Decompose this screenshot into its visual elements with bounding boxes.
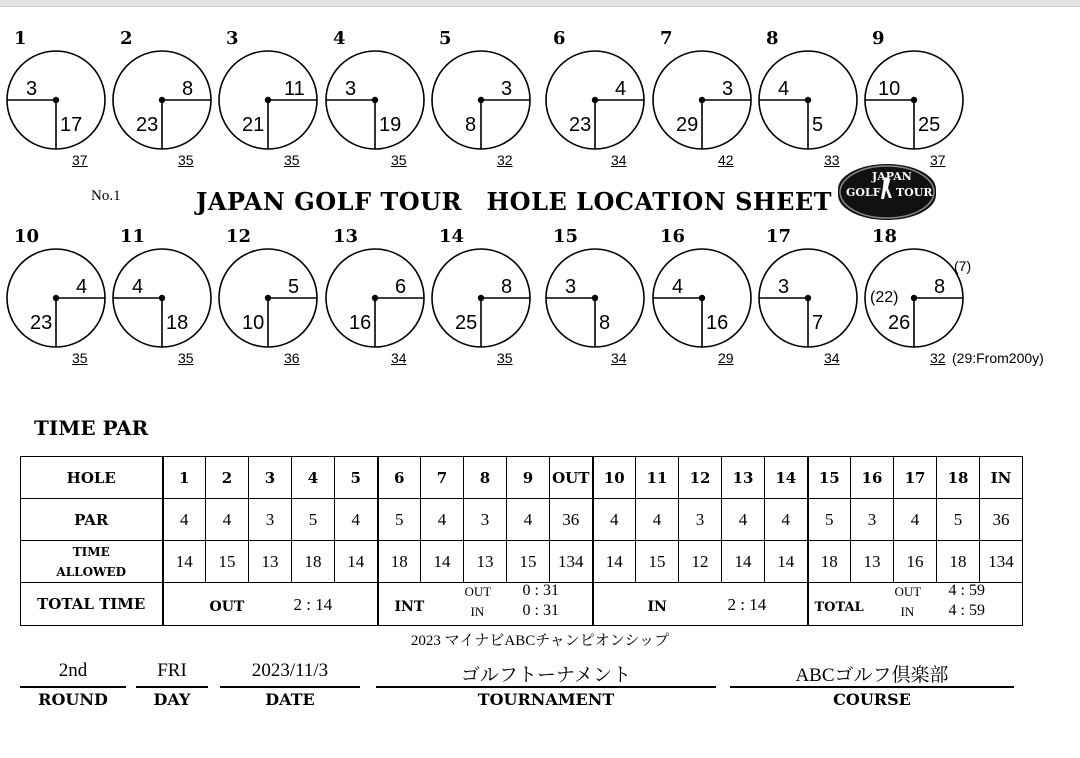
par-cell: 4 xyxy=(206,499,249,541)
day-field xyxy=(136,660,208,709)
int-out-label: OUT xyxy=(464,584,492,599)
hole-diagram-5 xyxy=(431,28,531,168)
green-depth: 29 xyxy=(718,350,734,366)
time-cell: 15 xyxy=(507,541,550,583)
hole-number: 8 xyxy=(766,28,779,49)
hole-number: 4 xyxy=(333,28,346,49)
green-circle-icon xyxy=(6,226,106,336)
hole-cell: 1 xyxy=(163,457,206,499)
hole-number: 5 xyxy=(439,28,452,49)
distance-from-left: 4 xyxy=(132,276,144,298)
date-value: 2023/11/3 xyxy=(220,660,360,688)
int-cell xyxy=(378,583,593,626)
distance-from-front: 19 xyxy=(379,114,402,136)
distance-from-right: 3 xyxy=(501,78,513,100)
time-cell: 14 xyxy=(421,541,464,583)
distance-from-front: 25 xyxy=(455,312,478,334)
time-cell: 18 xyxy=(808,541,851,583)
time-allowed-row xyxy=(21,541,1023,583)
time-cell: 13 xyxy=(851,541,894,583)
hole-cell: 13 xyxy=(722,457,765,499)
time-cell: 14 xyxy=(335,541,378,583)
green-circle-icon xyxy=(758,226,858,336)
pin-dot-icon xyxy=(159,295,165,301)
distance-from-front: 16 xyxy=(349,312,372,334)
distance-from-right: 11 xyxy=(284,78,305,100)
pin-dot-icon xyxy=(159,97,165,103)
course-field xyxy=(730,660,1014,709)
grand-total-cell xyxy=(808,583,1023,626)
hole-number: 6 xyxy=(553,28,566,49)
hole-diagram-1 xyxy=(6,28,106,168)
distance-from-front: 10 xyxy=(242,312,265,334)
time-cell: 16 xyxy=(894,541,937,583)
distance-from-front: 25 xyxy=(918,114,941,136)
green-depth: 34 xyxy=(824,350,840,366)
day-label: DAY xyxy=(153,690,191,709)
tournament-field xyxy=(376,660,716,709)
par-cell: 5 xyxy=(292,499,335,541)
par-cell: 5 xyxy=(808,499,851,541)
round-value: 2nd xyxy=(20,660,126,688)
hole-number: 2 xyxy=(120,28,133,49)
hole-cell: 5 xyxy=(335,457,378,499)
time-label: TIME xyxy=(72,544,110,559)
par-cell: 4 xyxy=(636,499,679,541)
time-cell: 13 xyxy=(249,541,292,583)
par-cell: 3 xyxy=(679,499,722,541)
green-circle-icon xyxy=(325,28,425,138)
par-cell: 3 xyxy=(851,499,894,541)
pin-dot-icon xyxy=(592,295,598,301)
distance-from-front: 17 xyxy=(60,114,83,136)
time-par-table xyxy=(20,456,1023,626)
hole-cell: 9 xyxy=(507,457,550,499)
total-out-value: 2 : 14 xyxy=(293,595,333,614)
par-row-label: PAR xyxy=(21,499,163,541)
distance-from-front: 26 xyxy=(888,312,911,334)
hole-diagram-7 xyxy=(652,28,752,168)
hole-cell: 10 xyxy=(593,457,636,499)
distance-from-front: 16 xyxy=(706,312,729,334)
distance-from-left: 4 xyxy=(672,276,684,298)
hole-cell: 18 xyxy=(937,457,980,499)
hole-number: 18 xyxy=(872,226,898,247)
int-in-label: IN xyxy=(470,604,485,619)
par-cell: 4 xyxy=(507,499,550,541)
green-depth: 36 xyxy=(284,350,300,366)
green-depth: 35 xyxy=(178,350,194,366)
time-cell: 14 xyxy=(163,541,206,583)
hole-number: 16 xyxy=(660,226,686,247)
distance-from-right: 6 xyxy=(395,276,407,298)
pin-dot-icon xyxy=(478,295,484,301)
distance-from-left: 10 xyxy=(878,78,901,100)
distance-from-left: 4 xyxy=(778,78,790,100)
distance-from-front: 7 xyxy=(812,312,824,334)
date-field xyxy=(220,660,360,709)
distance-from-front: 23 xyxy=(569,114,592,136)
hole-number: 10 xyxy=(14,226,40,247)
date-label: DATE xyxy=(265,690,315,709)
green-circle-icon xyxy=(652,226,752,336)
total-out-cell xyxy=(163,583,378,626)
time-allowed-row-label xyxy=(21,541,163,583)
green-circle-icon xyxy=(758,28,858,138)
grand-total-in-label: IN xyxy=(900,604,915,619)
tournament-label: TOURNAMENT xyxy=(477,690,615,709)
hole-number: 17 xyxy=(766,226,792,247)
green-circle-icon xyxy=(112,28,212,138)
par-cell: 5 xyxy=(378,499,421,541)
green-circle-icon xyxy=(6,28,106,138)
hole-diagram-4 xyxy=(325,28,425,168)
sheet-number: No.1 xyxy=(91,188,121,204)
hole-diagram-2 xyxy=(112,28,212,168)
distance-from-front: 5 xyxy=(812,114,824,136)
pin-dot-icon xyxy=(478,97,484,103)
hole-18-note-inner: (22) xyxy=(870,289,899,306)
par-cell: 4 xyxy=(335,499,378,541)
time-cell: 134 xyxy=(550,541,593,583)
grand-total-out-label: OUT xyxy=(894,584,922,599)
green-depth: 34 xyxy=(391,350,407,366)
window-top-bar xyxy=(0,0,1080,7)
hole-cell: OUT xyxy=(550,457,593,499)
time-cell: 14 xyxy=(593,541,636,583)
logo-text-golf: GOLF xyxy=(846,186,881,199)
par-cell: 3 xyxy=(464,499,507,541)
hole-cell: 17 xyxy=(894,457,937,499)
hole-diagram-16 xyxy=(652,226,752,366)
hole-number: 15 xyxy=(553,226,579,247)
green-circle-icon xyxy=(431,226,531,336)
green-circle-icon xyxy=(545,226,645,336)
japan-golf-tour-logo xyxy=(838,164,936,220)
hole-cell: IN xyxy=(980,457,1023,499)
distance-from-front: 8 xyxy=(465,114,477,136)
distance-from-front: 8 xyxy=(599,312,611,334)
hole-diagram-14 xyxy=(431,226,531,366)
green-depth: 42 xyxy=(718,152,734,168)
hole-diagram-11 xyxy=(112,226,212,366)
hole-number: 1 xyxy=(14,28,27,49)
hole-cell: 8 xyxy=(464,457,507,499)
total-in-value: 2 : 14 xyxy=(727,595,767,614)
distance-from-left: 3 xyxy=(565,276,577,298)
time-cell: 18 xyxy=(937,541,980,583)
logo-text-japan: JAPAN xyxy=(872,170,912,183)
pin-dot-icon xyxy=(265,97,271,103)
distance-from-left: 3 xyxy=(345,78,357,100)
total-out-label: OUT xyxy=(209,599,245,615)
hole-diagram-6 xyxy=(545,28,645,168)
time-cell: 15 xyxy=(206,541,249,583)
pin-dot-icon xyxy=(265,295,271,301)
green-depth: 35 xyxy=(284,152,300,168)
time-cell: 13 xyxy=(464,541,507,583)
hole-diagram-9 xyxy=(864,28,964,168)
green-depth: 37 xyxy=(930,152,946,168)
hole-number: 7 xyxy=(660,28,673,49)
hole-number: 13 xyxy=(333,226,359,247)
course-value: ABCゴルフ倶楽部 xyxy=(730,660,1014,688)
distance-from-right: 4 xyxy=(615,78,627,100)
event-name: 2023 マイナビABCチャンピオンシップ xyxy=(410,633,670,649)
green-circle-icon xyxy=(652,28,752,138)
par-cell: 4 xyxy=(163,499,206,541)
tournament-value: ゴルフトーナメント xyxy=(376,660,716,688)
hole-18-note-top: (7) xyxy=(954,258,972,274)
hole-number: 9 xyxy=(872,28,885,49)
grand-total-in-value: 4 : 59 xyxy=(948,602,985,619)
distance-from-left: 3 xyxy=(26,78,38,100)
allowed-label: ALLOWED xyxy=(56,564,127,579)
hole-number: 3 xyxy=(226,28,239,49)
time-cell: 18 xyxy=(378,541,421,583)
total-time-row-label: TOTAL TIME xyxy=(21,583,163,626)
time-cell: 14 xyxy=(722,541,765,583)
pin-dot-icon xyxy=(53,97,59,103)
hole-18-note-extra: (29:From200y) xyxy=(952,350,1044,366)
hole-cell: 6 xyxy=(378,457,421,499)
int-in-value: 0 : 31 xyxy=(522,602,559,619)
hole-cell: 7 xyxy=(421,457,464,499)
green-circle-icon xyxy=(112,226,212,336)
distance-from-front: 23 xyxy=(136,114,159,136)
par-cell: 36 xyxy=(550,499,593,541)
green-depth: 34 xyxy=(611,152,627,168)
pin-dot-icon xyxy=(699,295,705,301)
green-depth: 34 xyxy=(611,350,627,366)
grand-total-label: TOTAL xyxy=(814,600,864,615)
green-circle-icon xyxy=(431,28,531,138)
green-circle-icon xyxy=(545,28,645,138)
hole-cell: 15 xyxy=(808,457,851,499)
distance-from-front: 29 xyxy=(676,114,699,136)
hole-number: 12 xyxy=(226,226,252,247)
pin-dot-icon xyxy=(911,295,917,301)
sheet-title: JAPAN GOLF TOUR HOLE LOCATION SHEET xyxy=(196,187,833,216)
green-depth: 35 xyxy=(391,152,407,168)
par-cell: 5 xyxy=(937,499,980,541)
int-out-value: 0 : 31 xyxy=(522,582,559,599)
pin-dot-icon xyxy=(53,295,59,301)
distance-from-right: 8 xyxy=(182,78,194,100)
pin-dot-icon xyxy=(372,295,378,301)
pin-dot-icon xyxy=(372,97,378,103)
course-label: COURSE xyxy=(833,690,911,709)
distance-from-front: 21 xyxy=(242,114,265,136)
green-circle-icon xyxy=(864,226,964,336)
day-value: FRI xyxy=(136,660,208,688)
distance-from-front: 23 xyxy=(30,312,53,334)
hole-cell: 2 xyxy=(206,457,249,499)
green-depth: 35 xyxy=(72,350,88,366)
green-depth: 32 xyxy=(497,152,513,168)
hole-row xyxy=(21,457,1023,499)
green-depth: 33 xyxy=(824,152,840,168)
green-depth: 37 xyxy=(72,152,88,168)
time-cell: 14 xyxy=(765,541,808,583)
par-cell: 4 xyxy=(722,499,765,541)
hole-diagram-12 xyxy=(218,226,318,366)
hole-diagram-18 xyxy=(864,226,1044,366)
pin-dot-icon xyxy=(805,97,811,103)
hole-diagram-17 xyxy=(758,226,858,366)
par-cell: 3 xyxy=(249,499,292,541)
hole-cell: 16 xyxy=(851,457,894,499)
grand-total-out-value: 4 : 59 xyxy=(948,582,985,599)
green-depth: 32 xyxy=(930,350,946,366)
time-cell: 15 xyxy=(636,541,679,583)
par-cell: 36 xyxy=(980,499,1023,541)
hole-cell: 12 xyxy=(679,457,722,499)
par-cell: 4 xyxy=(765,499,808,541)
logo-text-tour: TOUR xyxy=(896,186,933,199)
hole-row-label: HOLE xyxy=(21,457,163,499)
round-label: ROUND xyxy=(38,690,108,709)
hole-diagram-15 xyxy=(545,226,645,366)
distance-from-front: 18 xyxy=(166,312,189,334)
time-cell: 134 xyxy=(980,541,1023,583)
time-cell: 18 xyxy=(292,541,335,583)
green-depth: 35 xyxy=(178,152,194,168)
distance-from-right: 8 xyxy=(934,276,946,298)
par-row xyxy=(21,499,1023,541)
pin-dot-icon xyxy=(592,97,598,103)
par-cell: 4 xyxy=(894,499,937,541)
par-cell: 4 xyxy=(421,499,464,541)
hole-cell: 11 xyxy=(636,457,679,499)
time-cell: 12 xyxy=(679,541,722,583)
total-time-row xyxy=(21,583,1023,626)
hole-cell: 14 xyxy=(765,457,808,499)
distance-from-right: 8 xyxy=(501,276,513,298)
time-par-heading: TIME PAR xyxy=(34,416,149,440)
pin-dot-icon xyxy=(805,295,811,301)
hole-cell: 3 xyxy=(249,457,292,499)
par-cell: 4 xyxy=(593,499,636,541)
hole-diagram-8 xyxy=(758,28,858,168)
total-in-label: IN xyxy=(647,599,667,615)
pin-dot-icon xyxy=(911,97,917,103)
round-field xyxy=(20,660,126,709)
pin-dot-icon xyxy=(699,97,705,103)
distance-from-right: 4 xyxy=(76,276,88,298)
total-in-cell xyxy=(593,583,808,626)
green-circle-icon xyxy=(325,226,425,336)
int-label: INT xyxy=(394,599,425,615)
hole-diagram-10 xyxy=(6,226,106,366)
hole-number: 14 xyxy=(439,226,465,247)
hole-number: 11 xyxy=(120,226,146,247)
hole-cell: 4 xyxy=(292,457,335,499)
hole-diagram-3 xyxy=(218,28,318,168)
distance-from-right: 5 xyxy=(288,276,300,298)
hole-diagram-13 xyxy=(325,226,425,366)
distance-from-right: 3 xyxy=(722,78,734,100)
green-circle-icon xyxy=(218,226,318,336)
distance-from-left: 3 xyxy=(778,276,790,298)
green-depth: 35 xyxy=(497,350,513,366)
